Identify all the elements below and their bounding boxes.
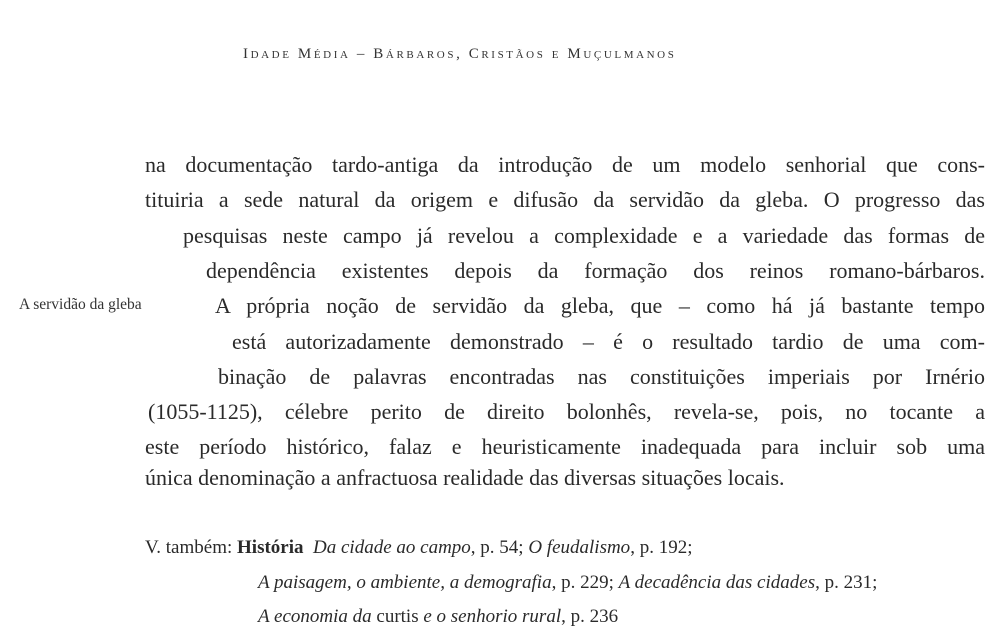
reference-title: O feudalismo [528, 537, 631, 558]
running-header: Idade Média – Bárbaros, Cristãos e Muçulmanos [243, 46, 677, 62]
body-line: (1055-1125), célebre perito de direito bolonhês, revela-se, pois, no tocante a [148, 399, 985, 424]
see-also-line-1 [145, 536, 692, 560]
body-line: dependência existentes depois da formação dos reinos romano-bárbaros. [206, 258, 985, 283]
body-line: está autorizadamente demonstrado – é o resultado tardio de uma com- [232, 329, 985, 354]
reference-text: , p. 192; [630, 537, 693, 558]
body-line: binação de palavras encontradas nas constituições imperiais por Irnério [218, 364, 985, 389]
see-also-refs [313, 537, 692, 558]
reference-title: A decadência das cidades [618, 572, 816, 593]
reference-title: Da cidade ao campo [313, 537, 471, 558]
body-line: na documentação tardo-antiga da introdução de um modelo senhorial que cons- [145, 152, 985, 177]
body-line: este período histórico, falaz e heuristicamente inadequada para incluir sob uma [145, 434, 985, 459]
body-line: A própria noção de servidão da gleba, que – como há já bastante tempo [215, 293, 985, 318]
reference-title: e o senhorio rural [418, 606, 562, 627]
reference-text: curtis [376, 606, 419, 627]
body-line: tituiria a sede natural da origem e difusão da servidão da gleba. O progresso das [145, 187, 985, 212]
reference-title: A paisagem, o ambiente, a demografia [258, 572, 552, 593]
see-also-line-2 [258, 571, 877, 595]
reference-text: , p. 236 [561, 606, 619, 627]
see-also-section: História [237, 537, 304, 558]
reference-text: , p. 54; [470, 537, 529, 558]
reference-text: , p. 229; [551, 572, 619, 593]
see-also-line-3 [258, 605, 618, 629]
reference-title: A economia da [258, 606, 377, 627]
body-line: pesquisas neste campo já revelou a complexidade e a variedade das formas de [183, 223, 985, 248]
reference-text: , p. 231; [815, 572, 878, 593]
margin-note: A servidão da gleba [19, 296, 142, 313]
see-also-prefix: V. também: [145, 537, 233, 558]
body-line: única denominação a anfractuosa realidade das diversas situações locais. [145, 465, 785, 490]
